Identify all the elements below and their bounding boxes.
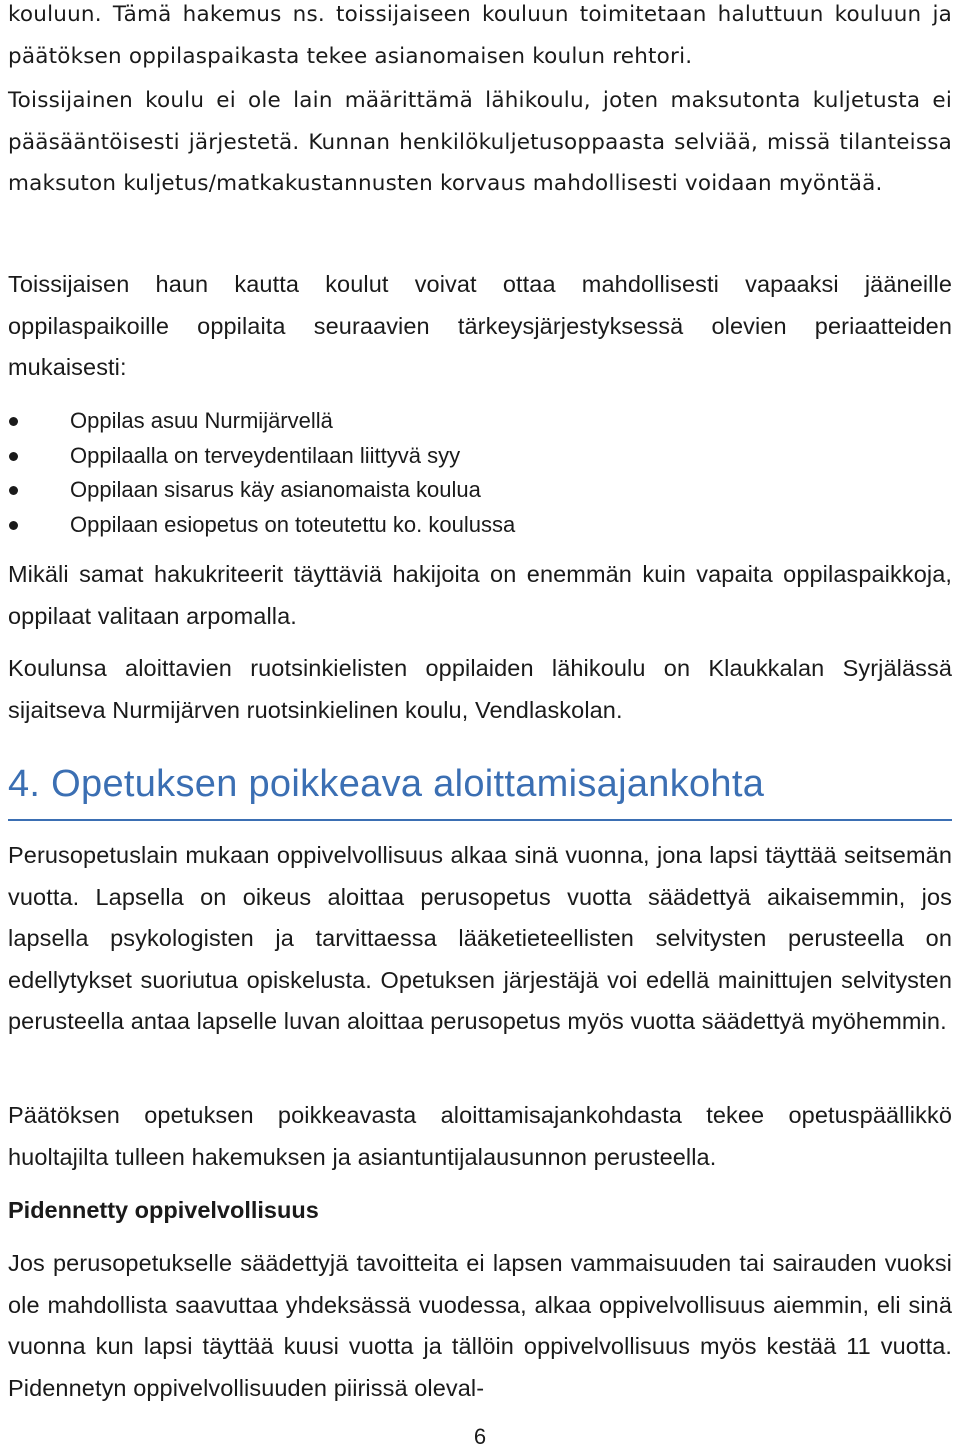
heading-divider <box>8 819 952 821</box>
bullet-icon <box>9 486 18 495</box>
paragraph-secondary-admission: Toissijaisen haun kautta koulut voivat ottaa mahdollisesti vapaaksi jääneille oppilaspaikoille oppilaita seuraavien tärkeysjärjestyksessä olevien periaatteiden mukaisesti: <box>8 271 952 380</box>
list-item: Oppilaan esiopetus on toteutettu ko. koulussa <box>8 508 952 543</box>
paragraph-school-application: kouluun. Tämä hakemus ns. toissijaiseen kouluun toimitetaan haluttuun kouluun ja päätöksen oppilaspaikasta tekee asianomaisen koulun rehtori. <box>8 2 952 69</box>
bullet-icon <box>9 521 18 530</box>
list-item: Oppilaalla on terveydentilaan liittyvä syy <box>8 439 952 474</box>
section-heading: 4. Opetuksen poikkeava aloittamisajankohta <box>8 763 765 805</box>
bullet-icon <box>9 417 18 426</box>
list-item: Oppilaan sisarus käy asianomaista koulua <box>8 473 952 508</box>
paragraph-extended-compulsory: Jos perusopetukselle säädettyjä tavoitteita ei lapsen vammaisuuden tai sairauden vuoksi ole mahdollista saavuttaa yhdeksässä vuodessa, alkaa oppivelvollisuus aiemmin, eli sinä vuonna kun lapsi täyttää kuusi vuotta ja tällöin oppivelvollisuus myös kestää 11 vuotta. Pidennetyn oppivelvollisuuden piirissä oleval- <box>8 1250 952 1401</box>
list-item: Oppilas asuu Nurmijärvellä <box>8 404 952 439</box>
criteria-list <box>8 404 952 542</box>
paragraph-decision: Päätöksen opetuksen poikkeavasta aloittamisajankohdasta tekee opetuspäällikkö huoltajilta tulleen hakemuksen ja asiantuntijalausunnon perusteella. <box>8 1102 952 1170</box>
paragraph-swedish-school: Koulunsa aloittavien ruotsinkielisten oppilaiden lähikoulu on Klaukkalan Syrjälässä sijaitseva Nurmijärven ruotsinkielinen koulu, Vendlaskolan. <box>8 655 952 723</box>
page-number: 6 <box>473 1424 487 1449</box>
bullet-icon <box>9 452 18 461</box>
paragraph-transport: Toissijainen koulu ei ole lain määrittämä lähikoulu, joten maksutonta kuljetusta ei pääsääntöisesti järjestetä. Kunnan henkilökuljetusoppaasta selviää, missä tilanteissa maksuton kuljetus/matkakustannusten korvaus mahdollisesti voidaan myöntää. <box>8 88 952 196</box>
paragraph-lottery: Mikäli samat hakukriteerit täyttäviä hakijoita on enemmän kuin vapaita oppilaspaikkoja, oppilaat valitaan arpomalla. <box>8 561 952 629</box>
paragraph-compulsory-education: Perusopetuslain mukaan oppivelvollisuus alkaa sinä vuonna, jona lapsi täyttää seitsemän vuotta. Lapsella on oikeus aloittaa perusopetus vuotta säädettyä aikaisemmin, jos lapsella psykologisten ja tarvittaessa lääketieteellisten selvitysten perusteella on edellytykset suoriutua opiskelusta. Opetuksen järjestäjä voi edellä mainittujen selvitysten perusteella antaa lapselle luvan aloittaa perusopetus myös vuotta säädettyä myöhemmin. <box>8 842 952 1034</box>
subheading: Pidennetty oppivelvollisuus <box>8 1197 319 1223</box>
